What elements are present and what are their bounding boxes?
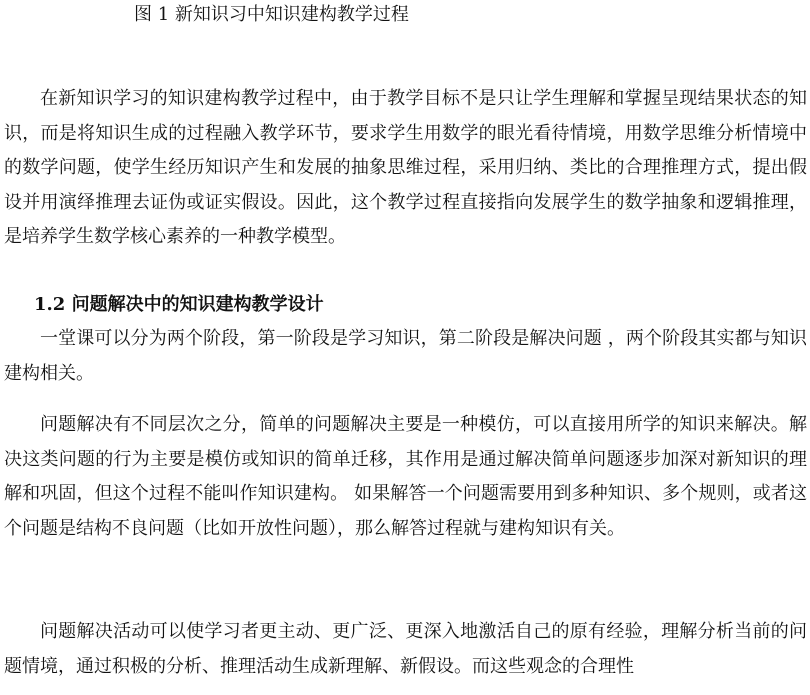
figure-caption: 图 1 新知识习中知识建构教学过程 [134,4,409,25]
paragraph-problem-solving-activity: 问题解决活动可以使学习者更主动、更广泛、更深入地激活自己的原有经验，理解分析当前的问题情境，通过积极的分析、推理活动生成新理解、新假设。而这些观念的合理性 [4,621,807,677]
section-heading: 1.2 问题解决中的知识建构教学设计 [34,294,324,315]
paragraph-problem-solving-levels: 问题解决有不同层次之分，简单的问题解决主要是一种模仿，可以直接用所学的知识来解决。解决这类问题的行为主要是模仿或知识的简单迁移，其作用是通过解决简单问题逐步加深对新知识的理解和巩固，但这个过程不能叫作知识建构。 如果解答一个问题需要用到多种知识、多个规则，或者这个问题是结构不良问题（比如开放性问题），那么解答过程就与建构知识有关。 [4,414,807,539]
paragraph-knowledge-construction-process: 在新知识学习的知识建构教学过程中，由于教学目标不是只让学生理解和掌握呈现结果状态的知识，而是将知识生成的过程融入教学环节，要求学生用数学的眼光看待情境，用数学思维分析情境中的数学问题，使学生经历知识产生和发展的抽象思维过程，采用归纳、类比的合理推理方式，提出假设并用演绎推理去证伪或证实假设。因此，这个教学过程直接指向发展学生的数学抽象和逻辑推理，是培养学生数学核心素养的一种教学模型。 [4,88,807,247]
paragraph-two-stages: 一堂课可以分为两个阶段，第一阶段是学习知识，第二阶段是解决问题 ，两个阶段其实都与知识建构相关。 [4,328,807,384]
